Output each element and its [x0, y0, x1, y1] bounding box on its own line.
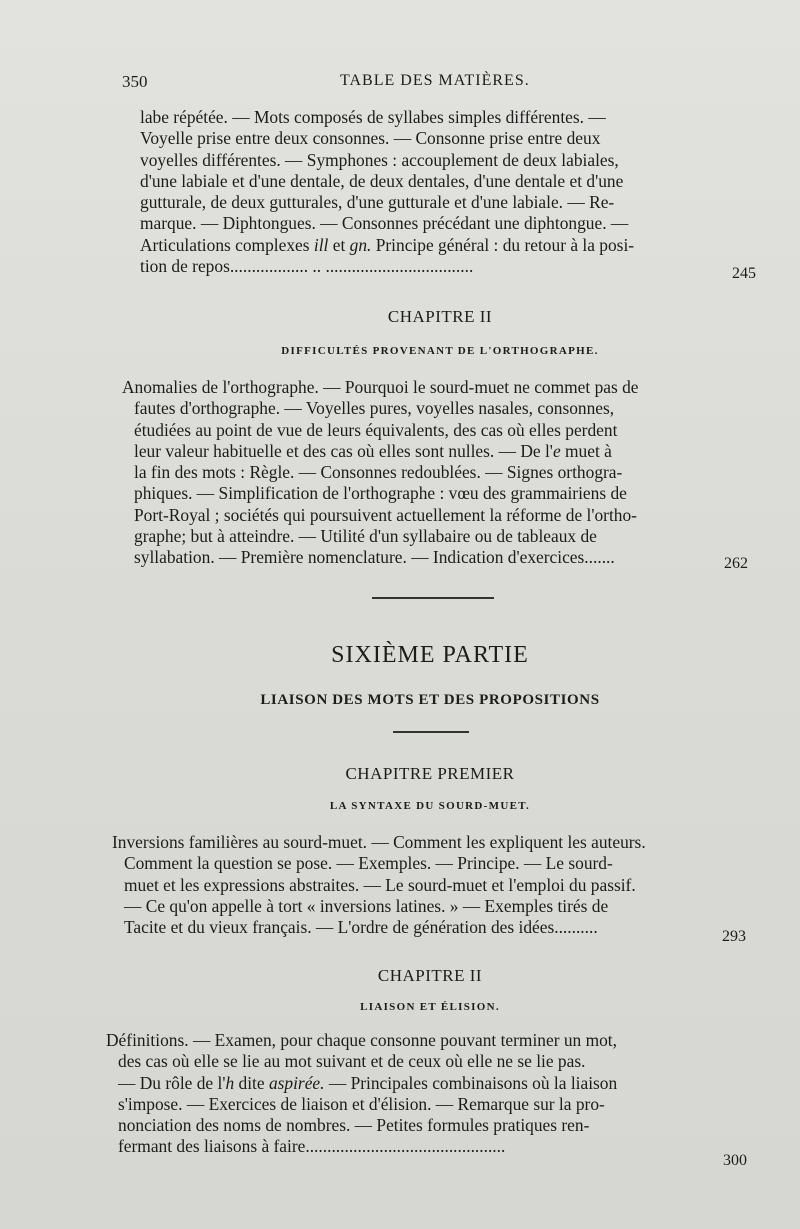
toc-entry: [122, 377, 710, 569]
section-divider: [393, 731, 469, 733]
text-line: phiques. — Simplification de l'orthographe : vœu des grammairiens de: [134, 483, 627, 504]
toc-page-ref: 300: [723, 1152, 747, 1169]
text-line: des cas où elle se lie au mot suivant et de ceux où elle ne se lie pas.: [118, 1051, 586, 1072]
running-title: TABLE DES MATIÈRES.: [340, 72, 530, 89]
toc-page-ref: 262: [724, 555, 748, 572]
part-subtitle: LIAISON DES MOTS ET DES PROPOSITIONS: [260, 692, 600, 708]
text-line: syllabation. — Première nomenclature. — Indication d'exercices.......: [134, 547, 615, 568]
text-line: Comment la question se pose. — Exemples. — Principe. — Le sourd-: [124, 853, 613, 874]
text-line: tion de repos.................. .. ..................................: [140, 256, 474, 277]
chapter-subtitle: DIFFICULTÉS PROVENANT DE L'ORTHOGRAPHE.: [281, 345, 599, 357]
toc-entry-continued: [140, 107, 710, 277]
section-divider: [372, 597, 494, 599]
text-line: nonciation des noms de nombres. — Petites formules pratiques ren-: [118, 1115, 590, 1136]
text-line: marque. — Diphtongues. — Consonnes précédant une diphtongue. —: [140, 213, 629, 234]
toc-page-ref: 293: [722, 928, 746, 945]
text-line: d'une labiale et d'une dentale, de deux dentales, d'une dentale et d'une: [140, 170, 624, 191]
chapter-subtitle: LA SYNTAXE DU SOURD-MUET.: [329, 800, 531, 812]
text-line: Tacite et du vieux français. — L'ordre de génération des idées..........: [124, 917, 598, 938]
chapter-subtitle: LIAISON ET ÉLISION.: [360, 1001, 500, 1013]
text-line: — Ce qu'on appelle à tort « inversions latines. » — Exemples tirés de: [124, 895, 609, 916]
text-line: muet et les expressions abstraites. — Le sourd-muet et l'emploi du passif.: [124, 874, 636, 895]
text-line: labe répétée. — Mots composés de syllabes simples différentes. —: [140, 107, 606, 127]
toc-entry: [106, 1030, 700, 1158]
text-line: gutturale, de deux gutturales, d'une gutturale et d'une labiale. — Re-: [140, 192, 615, 213]
text-line: Anomalies de l'orthographe. — Pourquoi le sourd-muet ne commet pas de: [122, 377, 639, 397]
text-line: fautes d'orthographe. — Voyelles pures, voyelles nasales, consonnes,: [134, 398, 615, 419]
page-number: 350: [122, 72, 148, 91]
text-line: fermant des liaisons à faire..............................................: [118, 1136, 506, 1157]
text-line: Port-Royal ; sociétés qui poursuivent actuellement la réforme de l'ortho-: [134, 504, 637, 525]
text-line: voyelles différentes. — Symphones : accouplement de deux labiales,: [140, 149, 619, 170]
text-line: Définitions. — Examen, pour chaque consonne pouvant terminer un mot,: [106, 1030, 617, 1050]
text-line: graphe; but à atteindre. — Utilité d'un syllabaire ou de tableaux de: [134, 526, 597, 547]
chapter-title: CHAPITRE PREMIER: [345, 764, 515, 783]
toc-entry: [112, 832, 702, 938]
text-line: s'impose. — Exercices de liaison et d'élision. — Remarque sur la pro-: [118, 1093, 605, 1114]
part-title: SIXIÈME PARTIE: [331, 642, 529, 668]
text-line: la fin des mots : Règle. — Consonnes redoublées. — Signes orthogra-: [134, 462, 623, 483]
text-line: Voyelle prise entre deux consonnes. — Consonne prise entre deux: [140, 128, 601, 149]
text-line: Articulations complexes ill et gn. Principe général : du retour à la posi-: [140, 234, 635, 255]
text-line: leur valeur habituelle et des cas où elles sont nulles. — De l'e muet à: [134, 440, 612, 461]
text-line: étudiées au point de vue de leurs équivalents, des cas où elles perdent: [134, 419, 618, 440]
chapter-title: CHAPITRE II: [377, 966, 483, 985]
toc-page-ref: 245: [732, 265, 756, 282]
chapter-title: CHAPITRE II: [387, 307, 493, 326]
text-line: — Du rôle de l'h dite aspirée. — Principales combinaisons où la liaison: [118, 1072, 618, 1093]
text-line: Inversions familières au sourd-muet. — Comment les expliquent les auteurs.: [112, 832, 646, 852]
